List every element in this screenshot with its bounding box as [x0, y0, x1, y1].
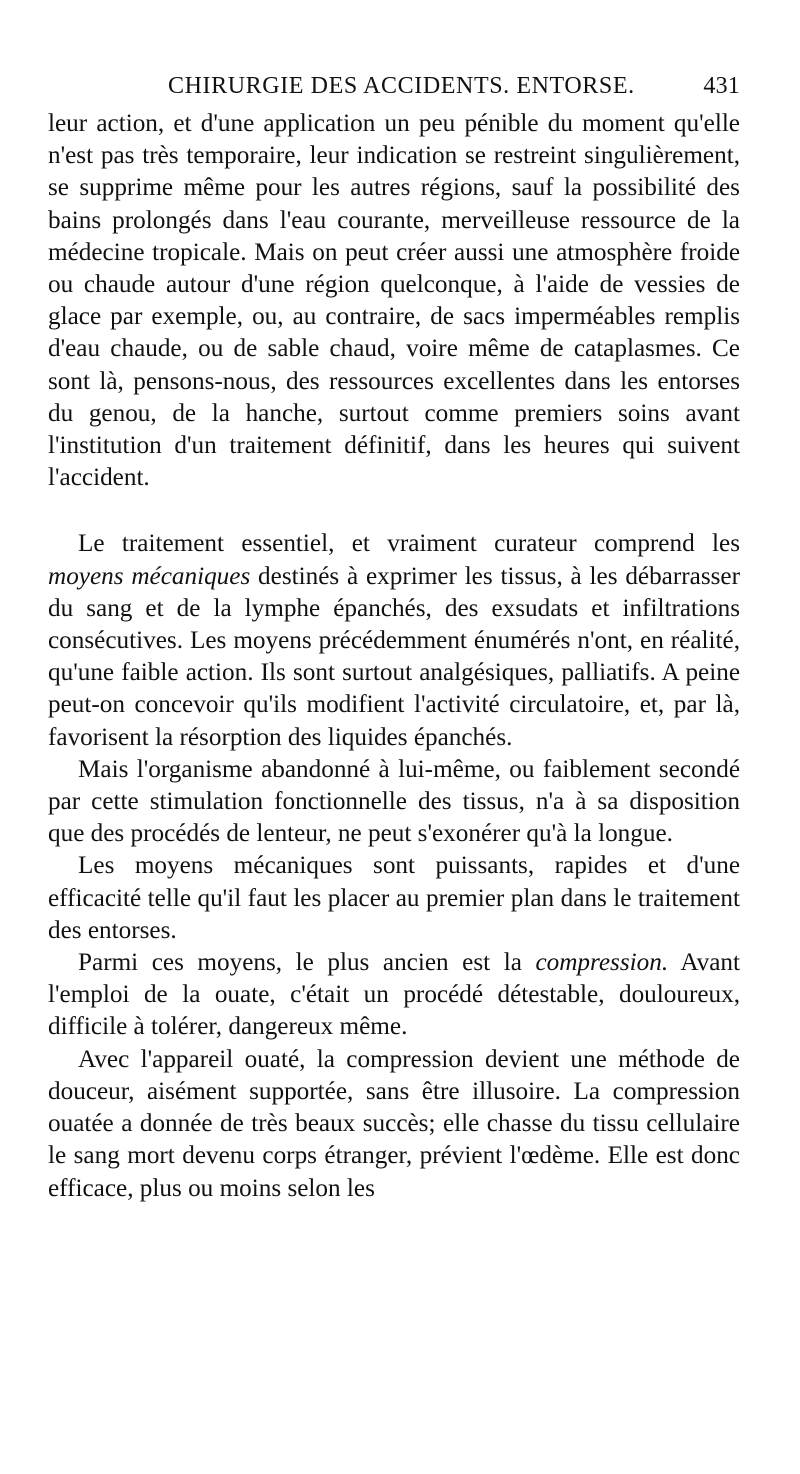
paragraph-text: Avant l'emploi de la ouate, c'était un procédé détestable, douloureux, difficile à tolérer, dangereux même. [48, 949, 741, 1041]
paragraph-text: Parmi ces moyens, le plus ancien est la [78, 949, 536, 977]
paragraph-organisme: Mais l'organisme abandonné à lui-même, ou faiblement secondé par cette stimulation fonctionnelle des tissus, n'a à sa disposition que des procédés de lenteur, ne peut s'exonérer qu'à la longue. [48, 755, 740, 848]
paragraph-appareil-ouate: Avec l'appareil ouaté, la compression devient une méthode de douceur, aisément supportée, sans être illusoire. La compression ouatée a donnée de très beaux succès; elle chasse du tissu cellulaire le sang mort devenu corps étranger, prévient l'œdème. Elle est donc efficace, plus ou moins selon les [48, 1045, 740, 1202]
emphasis-moyens-mecaniques: moyens mécaniques [48, 562, 251, 590]
running-header [168, 66, 740, 106]
paragraph-compression [48, 947, 740, 1044]
paragraph-continuation: leur action, et d'une application un peu pénible du moment qu'elle n'est pas très temporaire, leur indication se restreint singulièrement, se supprime même pour les autres régions, sauf la possibilité des bains prolongés dans l'eau courante, merveilleuse ressource de la médecine tropicale. Mais on peut créer aussi une atmosphère froide ou chaude autour d'une région quelconque, à l'aide de vessies de glace par exemple, ou, au contraire, de sacs imperméables remplis d'eau chaude, ou de sable chaud, voire même de cataplasmes. Ce sont là, pensons-nous, des ressources excellentes dans les entorses du genou, de la hanche, surtout comme premiers soins avant l'institution d'un traitement définitif, dans les heures qui suivent l'accident. [48, 110, 740, 492]
page-number: 431 [703, 72, 740, 99]
emphasis-compression: compression. [535, 949, 669, 977]
paragraph-traitement-essentiel [48, 528, 740, 753]
running-title: CHIRURGIE DES ACCIDENTS. ENTORSE. [168, 72, 635, 99]
body-text [48, 108, 740, 1205]
paragraph-text: destinés à exprimer les tissus, à les débarrasser du sang et de la lymphe épanchés, des exsudats et infiltrations consécutives. Les moyens précédemment énumérés n'ont, en réalité, qu'une faible action. Ils sont surtout analgésiques, palliatifs. A peine peut-on concevoir qu'ils modifient l'activité circulatoire, et, par là, favorisent la résorption des liquides épanchés. [48, 562, 740, 751]
paragraph-text: Le traitement essentiel, et vraiment curateur comprend les [78, 530, 740, 558]
paragraph-moyens-puissants: Les moyens mécaniques sont puissants, rapides et d'une efficacité telle qu'il faut les placer au premier plan dans le traitement des entorses. [48, 852, 740, 944]
